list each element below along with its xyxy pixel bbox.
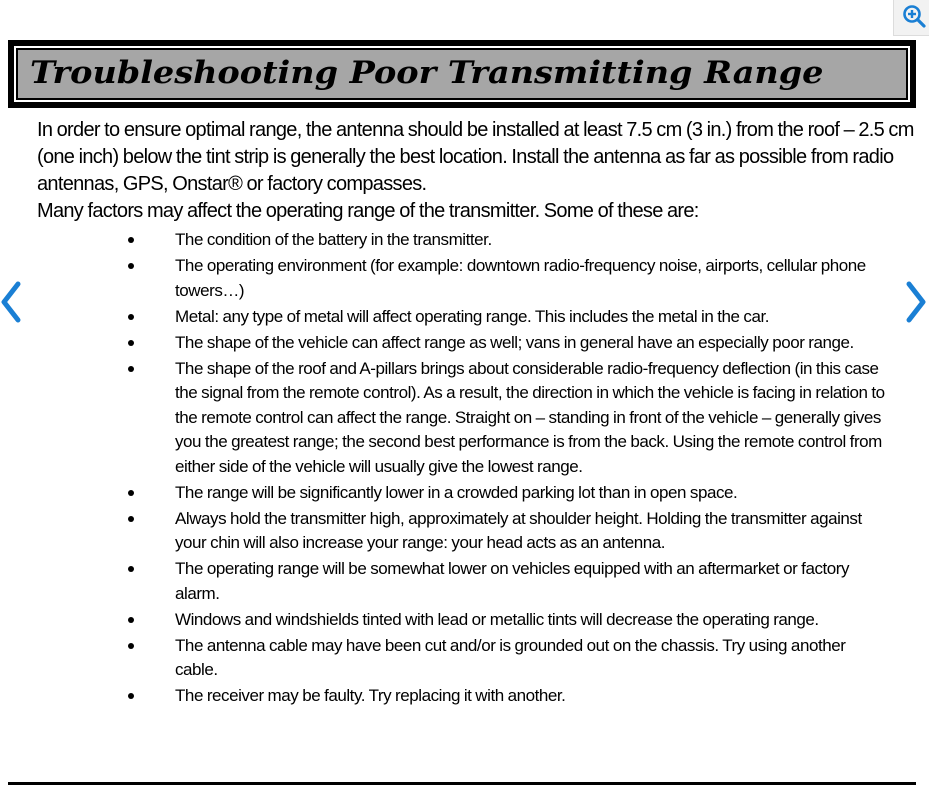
list-item: The antenna cable may have been cut and/or is grounded out on the chassis. Try using another cable. [0, 634, 929, 683]
factors-intro: Many factors may affect the operating range of the transmitter. Some of these are: [37, 200, 699, 222]
factors-list [0, 228, 929, 710]
bullet-icon [128, 314, 134, 320]
list-item: The range will be significantly lower in a crowded parking lot than in open space. [0, 481, 929, 506]
bullet-icon [128, 366, 134, 372]
list-item: Windows and windshields tinted with lead or metallic tints will decrease the operating range. [0, 608, 929, 633]
bottom-divider [8, 782, 916, 785]
previous-page-button[interactable] [0, 280, 22, 324]
next-page-button[interactable] [905, 280, 927, 324]
bullet-icon [128, 340, 134, 346]
page-title: Troubleshooting Poor Transmitting Range [30, 55, 824, 91]
intro-section [37, 117, 917, 225]
title-banner [8, 40, 916, 108]
list-item: The operating environment (for example: downtown radio-frequency noise, airports, cellular phone towers…) [0, 254, 929, 303]
bullet-icon [128, 693, 134, 699]
bullet-icon [128, 263, 134, 269]
bullet-icon [128, 516, 134, 522]
bullet-icon [128, 617, 134, 623]
bullet-icon [128, 643, 134, 649]
bullet-icon [128, 237, 134, 243]
list-item: The shape of the roof and A-pillars brings about considerable radio-frequency deflection (in this case the signal from the remote control). As a result, the direction in which the vehicle is facing in relation to the remote control can affect the range. Straight on – standing in front of the vehicle – generally gives you the greatest range; the second best performance is from the back. Using the remote control from either side of the vehicle will usually give the lowest range. [0, 357, 929, 480]
list-item: The operating range will be somewhat lower on vehicles equipped with an aftermarket or factory alarm. [0, 557, 929, 606]
chevron-left-icon [0, 280, 22, 324]
list-item: The condition of the battery in the transmitter. [0, 228, 929, 253]
bullet-icon [128, 490, 134, 496]
list-item: Always hold the transmitter high, approximately at shoulder height. Holding the transmitter against your chin will also increase your range: your head acts as an antenna. [0, 507, 929, 556]
list-item: Metal: any type of metal will affect operating range. This includes the metal in the car. [0, 305, 929, 330]
zoom-in-icon [902, 4, 926, 28]
list-item: The receiver may be faulty. Try replacing it with another. [0, 684, 929, 709]
bullet-icon [128, 566, 134, 572]
list-item: The shape of the vehicle can affect range as well; vans in general have an especially poor range. [0, 331, 929, 356]
chevron-right-icon [905, 280, 927, 324]
zoom-button[interactable] [893, 0, 929, 36]
intro-paragraph: In order to ensure optimal range, the antenna should be installed at least 7.5 cm (3 in.) from the roof – 2.5 cm (one inch) below the tint strip is generally the best location. Install the antenna as far as possible from radio antennas, GPS, Onstar® or factory compasses. [37, 119, 914, 195]
